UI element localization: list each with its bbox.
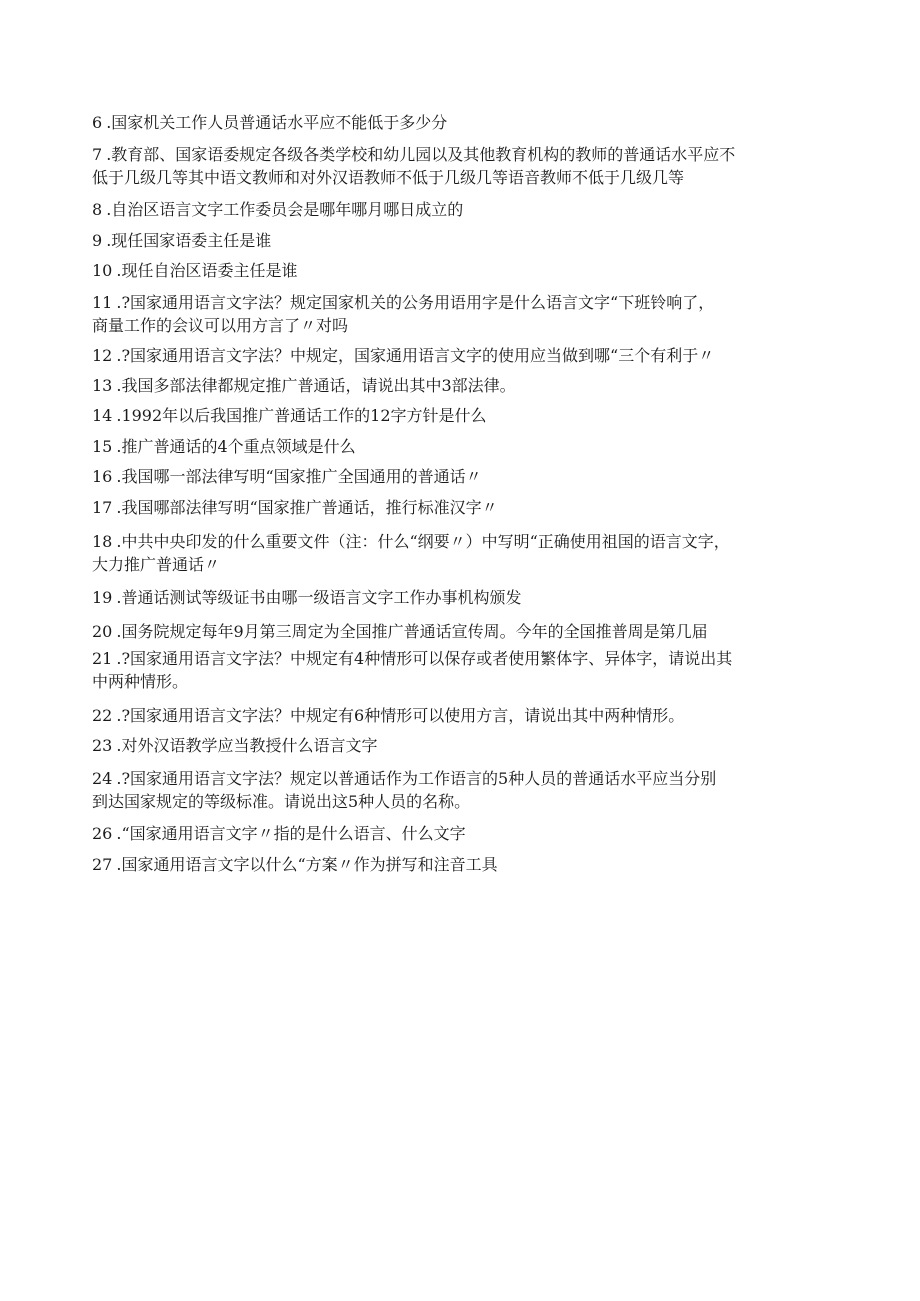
question-number: 19	[92, 588, 113, 607]
question-text: .?国家通用语言文字法？中规定，国家通用语言文字的使用应当做到哪“三个有利于〃	[116, 346, 715, 365]
question-text: .中共中央印发的什么重要文件（注：什么“纲要〃）中写明“正确使用祖国的语言文字，	[116, 532, 730, 551]
question-text-continued: 大力推广普通话〃	[92, 555, 221, 574]
question-text-continued: 中两种情形。	[92, 672, 189, 691]
question-8	[92, 198, 862, 221]
question-22	[92, 704, 862, 727]
question-23	[92, 734, 862, 757]
question-text: .?国家通用语言文字法？规定国家机关的公务用语用字是什么语言文字“下班铃响了，	[116, 293, 715, 312]
question-16	[92, 465, 862, 488]
question-24	[92, 767, 862, 813]
question-number: 22	[92, 706, 113, 725]
question-text-continued: 商量工作的会议可以用方言了〃对吗	[92, 316, 349, 335]
question-15	[92, 435, 862, 458]
question-number: 9	[92, 231, 103, 250]
question-text: .国务院规定每年9月第三周定为全国推广普通话宣传周。今年的全国推普周是第几届	[116, 622, 708, 641]
question-number: 16	[92, 467, 113, 486]
question-10	[92, 259, 862, 282]
question-number: 7	[92, 145, 103, 164]
question-text: .?国家通用语言文字法？规定以普通话作为工作语言的5种人员的普通话水平应当分别	[116, 769, 717, 788]
question-text: .“国家通用语言文字〃指的是什么语言、什么文字	[116, 824, 466, 843]
question-text-continued: 到达国家规定的等级标准。请说出这5种人员的名称。	[92, 792, 471, 811]
question-number: 20	[92, 622, 113, 641]
question-text: .我国多部法律都规定推广普通话，请说出其中3部法律。	[116, 376, 516, 395]
question-number: 15	[92, 437, 113, 456]
question-number: 23	[92, 736, 113, 755]
question-text: .教育部、国家语委规定各级各类学校和幼儿园以及其他教育机构的教师的普通话水平应不	[106, 145, 736, 164]
question-text-continued: 低于几级几等其中语文教师和对外汉语教师不低于几级几等语音教师不低于几级几等	[92, 168, 685, 187]
question-14	[92, 404, 862, 427]
question-9	[92, 229, 862, 252]
question-number: 10	[92, 261, 113, 280]
question-number: 17	[92, 498, 113, 517]
question-number: 26	[92, 824, 113, 843]
question-text: .现任国家语委主任是谁	[106, 231, 272, 250]
question-19	[92, 586, 862, 609]
question-number: 24	[92, 769, 113, 788]
question-20	[92, 620, 862, 643]
question-text: .?国家通用语言文字法？中规定有6种情形可以使用方言，请说出其中两种情形。	[116, 706, 685, 725]
question-6	[92, 111, 862, 134]
question-7	[92, 143, 862, 189]
question-text: .自治区语言文字工作委员会是哪年哪月哪日成立的	[106, 200, 464, 219]
question-number: 12	[92, 346, 113, 365]
question-13	[92, 374, 862, 397]
question-text: .我国哪部法律写明“国家推广普通话，推行标准汉字〃	[116, 498, 498, 517]
question-26	[92, 822, 862, 845]
question-text: .1992年以后我国推广普通话工作的12字方针是什么	[116, 406, 487, 425]
question-text: .对外汉语教学应当教授什么语言文字	[116, 736, 378, 755]
question-number: 6	[92, 113, 103, 132]
question-21	[92, 647, 862, 693]
question-number: 14	[92, 406, 113, 425]
question-number: 21	[92, 649, 113, 668]
question-18	[92, 530, 862, 576]
question-number: 11	[92, 293, 113, 312]
question-text: .国家通用语言文字以什么“方案〃作为拼写和注音工具	[116, 855, 498, 874]
question-text: .?国家通用语言文字法？中规定有4种情形可以保存或者使用繁体字、异体字，请说出其	[116, 649, 733, 668]
question-12	[92, 344, 862, 367]
question-17	[92, 496, 862, 519]
question-number: 27	[92, 855, 113, 874]
question-number: 18	[92, 532, 113, 551]
question-text: .推广普通话的4个重点领域是什么	[116, 437, 356, 456]
question-text: .国家机关工作人员普通话水平应不能低于多少分	[106, 113, 448, 132]
question-number: 13	[92, 376, 113, 395]
question-text: .我国哪一部法律写明“国家推广全国通用的普通话〃	[116, 467, 482, 486]
question-text: .普通话测试等级证书由哪一级语言文字工作办事机构颁发	[116, 588, 522, 607]
question-number: 8	[92, 200, 103, 219]
question-text: .现任自治区语委主任是谁	[116, 261, 298, 280]
question-11	[92, 291, 862, 337]
question-27	[92, 853, 862, 876]
